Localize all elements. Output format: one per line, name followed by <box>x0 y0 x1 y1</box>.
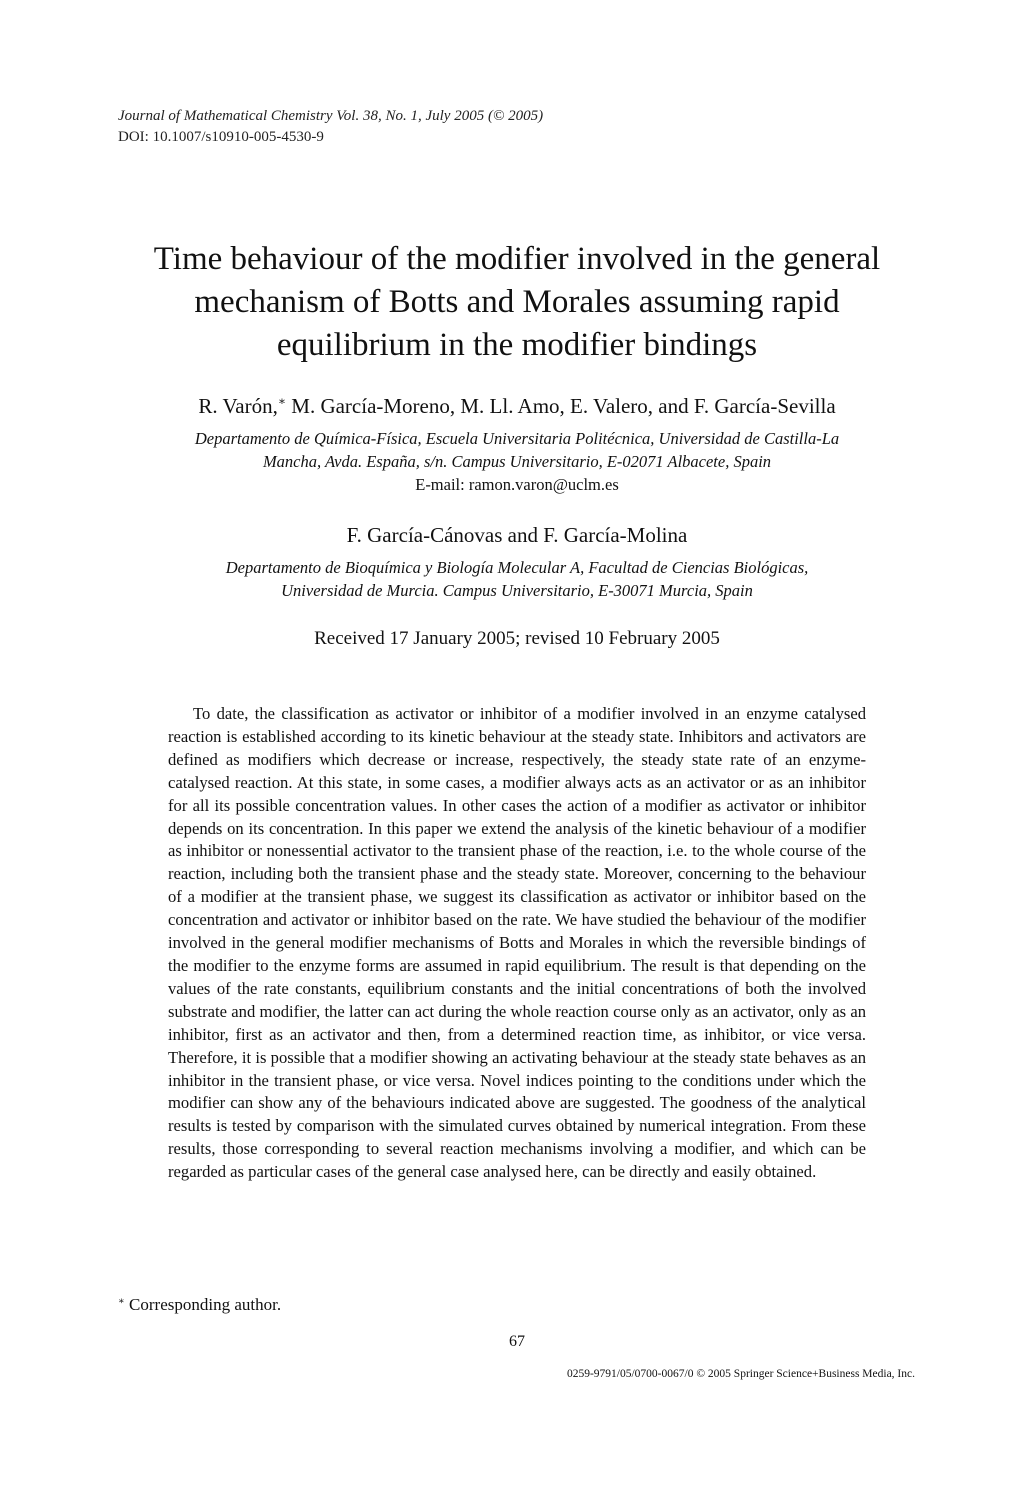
affiliation-secondary <box>80 556 954 602</box>
footnote-mark: ∗ <box>118 1296 125 1307</box>
author-email: E-mail: ramon.varon@uclm.es <box>415 475 619 494</box>
affiliation-line: Departamento de Química-Física, Escuela Universitaria Politécnica, Universidad de Castilla-La <box>194 429 840 448</box>
article-title <box>100 238 934 367</box>
journal-citation: Journal of Mathematical Chemistry Vol. 38, No. 1, July 2005 (© 2005) <box>118 108 544 124</box>
running-header <box>118 106 543 148</box>
footnote-text: Corresponding author. <box>124 1295 282 1314</box>
affiliation-line: Universidad de Murcia. Campus Universitario, E-30071 Murcia, Spain <box>281 581 753 600</box>
corresponding-author-mark: ∗ <box>277 394 287 408</box>
received-dates: Received 17 January 2005; revised 10 February 2005 <box>314 628 720 649</box>
title-line: equilibrium in the modifier bindings <box>276 327 758 363</box>
affiliation-line: Departamento de Bioquímica y Biología Molecular A, Facultad de Ciencias Biológicas, <box>225 558 809 577</box>
page-number: 67 <box>509 1333 525 1350</box>
title-line: Time behaviour of the modifier involved in the general <box>153 241 881 277</box>
author-list-secondary: F. García-Cánovas and F. García-Molina <box>346 523 688 547</box>
doi: DOI: 10.1007/s10910-005-4530-9 <box>118 129 324 145</box>
affiliation-primary <box>80 427 954 496</box>
author-first: R. Varón, <box>198 394 278 418</box>
copyright-line: 0259-9791/05/0700-0067/0 © 2005 Springer Science+Business Media, Inc. <box>566 1368 915 1380</box>
affiliation-line: Mancha, Avda. España, s/n. Campus Universitario, E-02071 Albacete, Spain <box>262 452 772 471</box>
author-list-primary <box>60 393 974 419</box>
abstract: To date, the classification as activator or inhibitor of a modifier involved in an enzyme catalysed reaction is established according to its kinetic behaviour at the steady state. Inhibitors and activators are defined as modifiers which decrease or increase, respectively, the steady state rate of an enzyme-catalysed reaction. At this state, in some cases, a modifier always acts as an activator or as an inhibitor for all its possible concentration values. In other cases the action of a modifier as activator or inhibitor depends on its concentration. In this paper we extend the analysis of the kinetic behaviour of a modifier as inhibitor or nonessential activator to the transient phase of the reaction, i.e. to the whole course of the reaction, including both the transient phase and the steady state. Moreover, concerning to the behaviour of a modifier at the transient phase, we suggest its classification as activator or inhibitor based on the concentration and activator or inhibitor based on the rate. We have studied the behaviour of the modifier involved in the general modifier mechanisms of Botts and Morales in which the reversible bindings of the modifier to the enzyme forms are assumed in rapid equilibrium. The result is that depending on the values of the rate constants, equilibrium constants and the initial concentrations of both the involved substrate and modifier, the latter can act during the whole reaction course only as an activator, only as an inhibitor, first as an activator and then, from a determined reaction time, as inhibitor, or vice versa. Therefore, it is possible that a modifier showing an activating behaviour at the steady state behaves as an inhibitor in the transient phase, or vice versa. Novel indices pointing to the conditions under which the modifier can show any of the behaviours indicated above are suggested. The goodness of the analytical results is tested by comparison with the simulated curves obtained by numerical integration. From these results, those corresponding to several reaction mechanisms involving a modifier, and which can be regarded as particular cases of the general case analysed here, can be directly and easily obtained. <box>168 704 866 1182</box>
footnote <box>118 1294 281 1316</box>
author-rest: M. García-Moreno, M. Ll. Amo, E. Valero, and F. García-Sevilla <box>286 394 836 418</box>
title-line: mechanism of Botts and Morales assuming rapid <box>194 284 840 320</box>
